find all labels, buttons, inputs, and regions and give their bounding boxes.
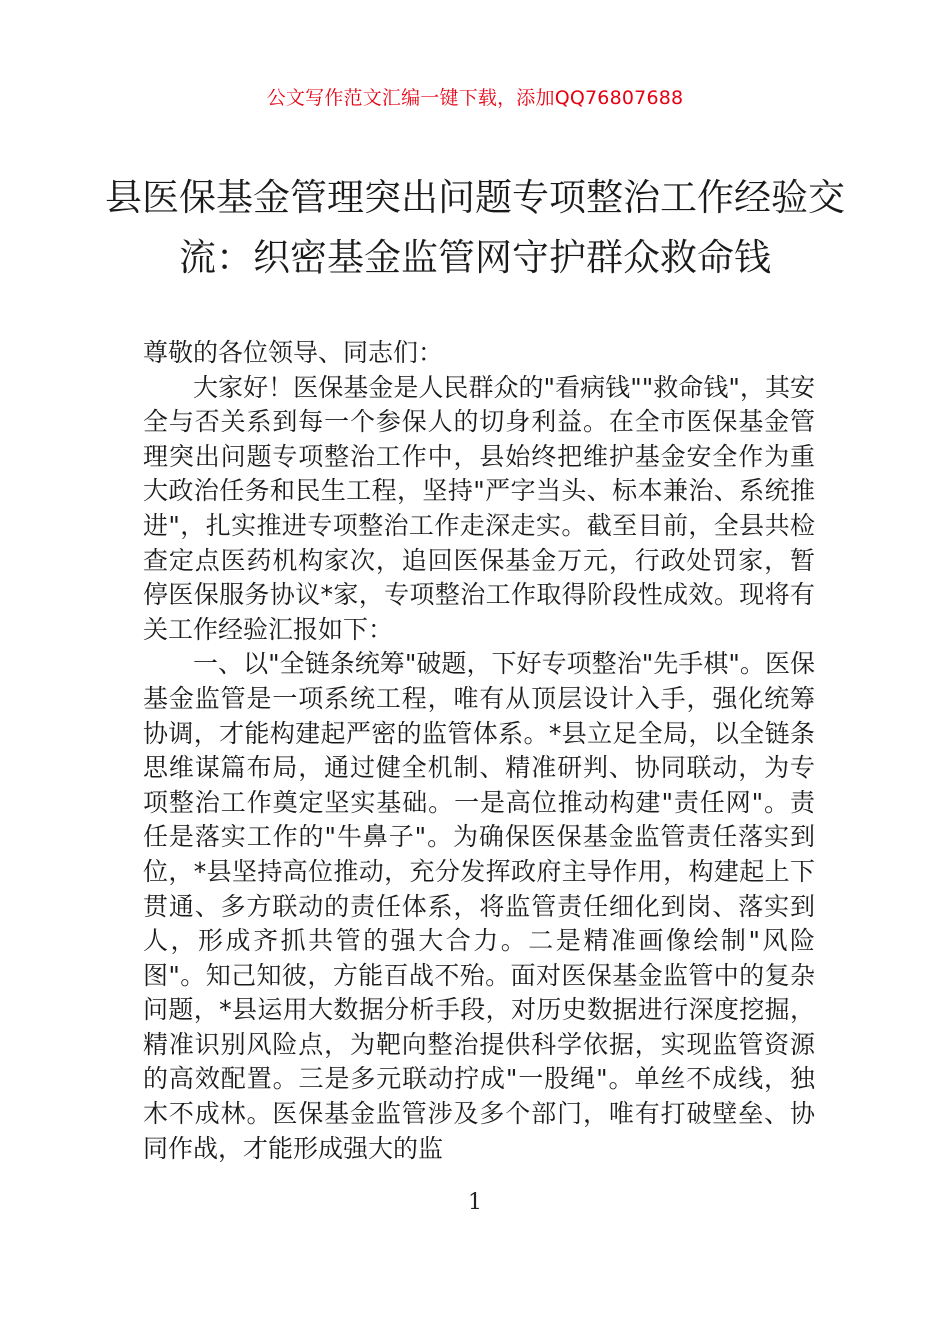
paragraph-section-one: 一、以"全链条统筹"破题，下好专项整治"先手棋"。医保基金监管是一项系统工程，唯有从顶层设计入手，强化统筹协调，才能构建起严密的监管体系。*县立足全局，以全链条思维谋篇布局，通过健全机制、精准研判、协同联动，为专项整治工作奠定坚实基础。一是高位推动构建"责任网"。责任是落实工作的"牛鼻子"。为确保医保基金监管责任落实到位，*县坚持高位推动，充分发挥政府主导作用，构建起上下贯通、多方联动的责任体系，将监管责任细化到岗、落实到人，形成齐抓共管的强大合力。二是精准画像绘制"风险图"。知己知彼，方能百战不殆。面对医保基金监管中的复杂问题，*县运用大数据分析手段，对历史数据进行深度挖掘，精准识别风险点，为靶向整治提供科学依据，实现监管资源的高效配置。三是多元联动拧成"一股绳"。单丝不成线，独木不成林。医保基金监管涉及多个部门，唯有打破壁垒、协同作战，才能形成强大的监 — [143, 649, 815, 1163]
paragraph-intro: 大家好！医保基金是人民群众的"看病钱""救命钱"，其安全与否关系到每一个参保人的切身利益。在全市医保基金管理突出问题专项整治工作中，县始终把维护基金安全作为重大政治任务和民生工程，坚持"严字当头、标本兼治、系统推进"，扎实推进专项整治工作走深走实。截至目前，全县共检查定点医药机构家次，追回医保基金万元，行政处罚家，暂停医保服务协议*家，专项整治工作取得阶段性成效。现将有关工作经验汇报如下： — [143, 372, 815, 644]
document-body — [143, 336, 815, 1166]
salutation: 尊敬的各位领导、同志们： — [143, 338, 444, 367]
page-number: 1 — [468, 1190, 482, 1215]
promo-banner: 公文写作范文汇编一键下载，添加QQ76807688 — [266, 87, 684, 109]
document-title: 县医保基金管理突出问题专项整治工作经验交流：织密基金监管网守护群众救命钱 — [105, 176, 845, 279]
